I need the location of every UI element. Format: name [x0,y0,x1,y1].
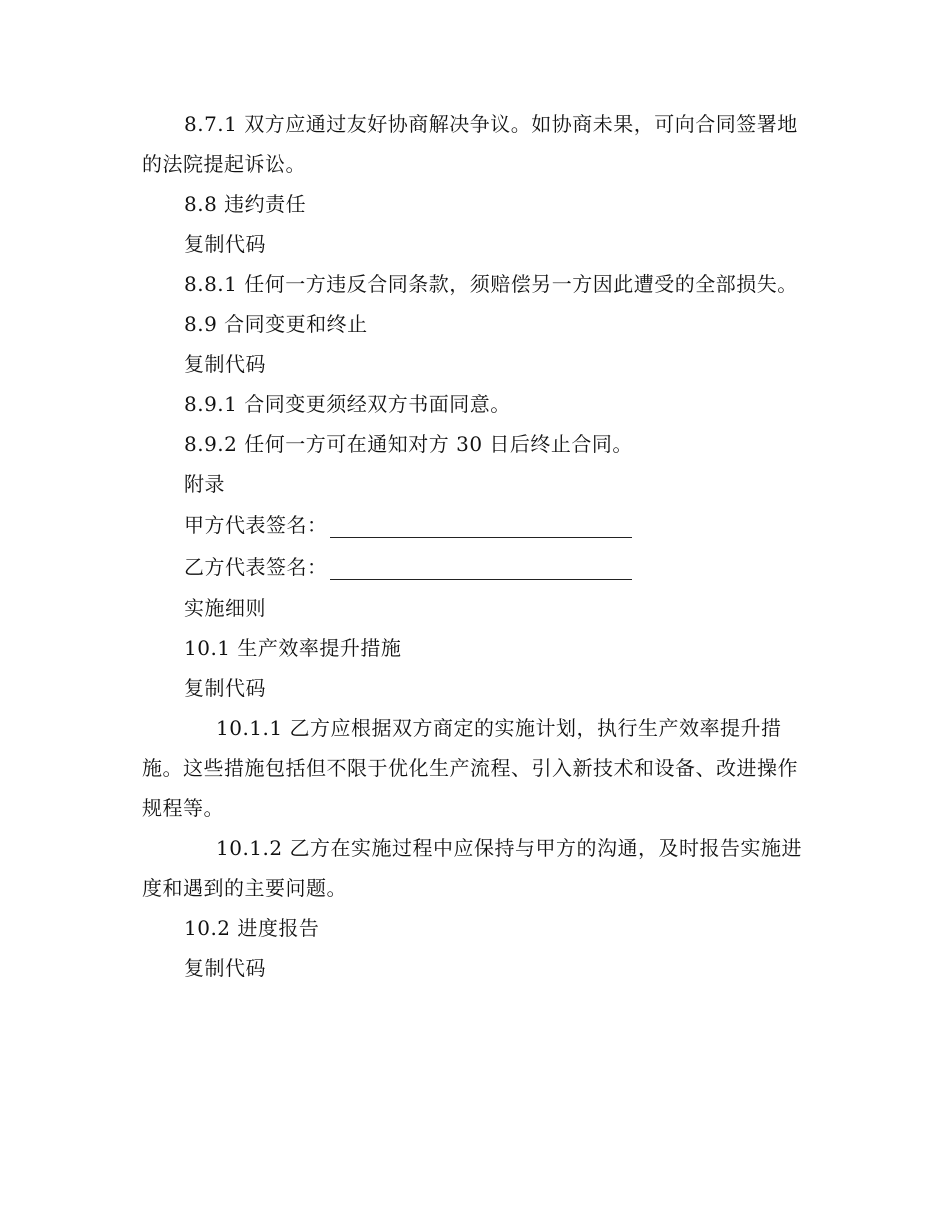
appendix-heading: 附录 [184,472,225,496]
copy-code-label: 复制代码 [184,232,266,256]
clause-8-9-1: 8.9.1 合同变更须经双方书面同意。 [184,392,511,416]
clause-8-9-2: 8.9.2 任何一方可在通知对方 30 日后终止合同。 [184,432,633,456]
document-body [142,104,802,988]
signature-row-party-a [142,504,802,546]
heading-10-2: 10.2 进度报告 [184,916,320,940]
clause-10-1-2: 10.1.2 乙方在实施过程中应保持与甲方的沟通，及时报告实施进度和遇到的主要问题。 [142,836,802,900]
copy-code-label: 复制代码 [184,956,266,980]
copy-code-label: 复制代码 [184,676,266,700]
heading-8-8: 8.8 违约责任 [184,192,307,216]
signature-line-party-b [330,578,632,580]
clause-8-7-1: 8.7.1 双方应通过友好协商解决争议。如协商未果，可向合同签署地的法院提起诉讼。 [142,112,798,176]
signature-line-party-a [330,536,632,538]
signature-label-party-b: 乙方代表签名： [184,555,328,579]
implementation-rules-heading: 实施细则 [184,596,266,620]
heading-8-9: 8.9 合同变更和终止 [184,312,368,336]
copy-code-label: 复制代码 [184,352,266,376]
clause-8-8-1: 8.8.1 任何一方违反合同条款，须赔偿另一方因此遭受的全部损失。 [184,272,798,296]
clause-10-1-1: 10.1.1 乙方应根据双方商定的实施计划，执行生产效率提升措施。这些措施包括但不限于优化生产流程、引入新技术和设备、改进操作规程等。 [142,716,798,820]
heading-10-1: 10.1 生产效率提升措施 [184,636,402,660]
signature-label-party-a: 甲方代表签名： [184,513,328,537]
signature-row-party-b [142,546,802,588]
